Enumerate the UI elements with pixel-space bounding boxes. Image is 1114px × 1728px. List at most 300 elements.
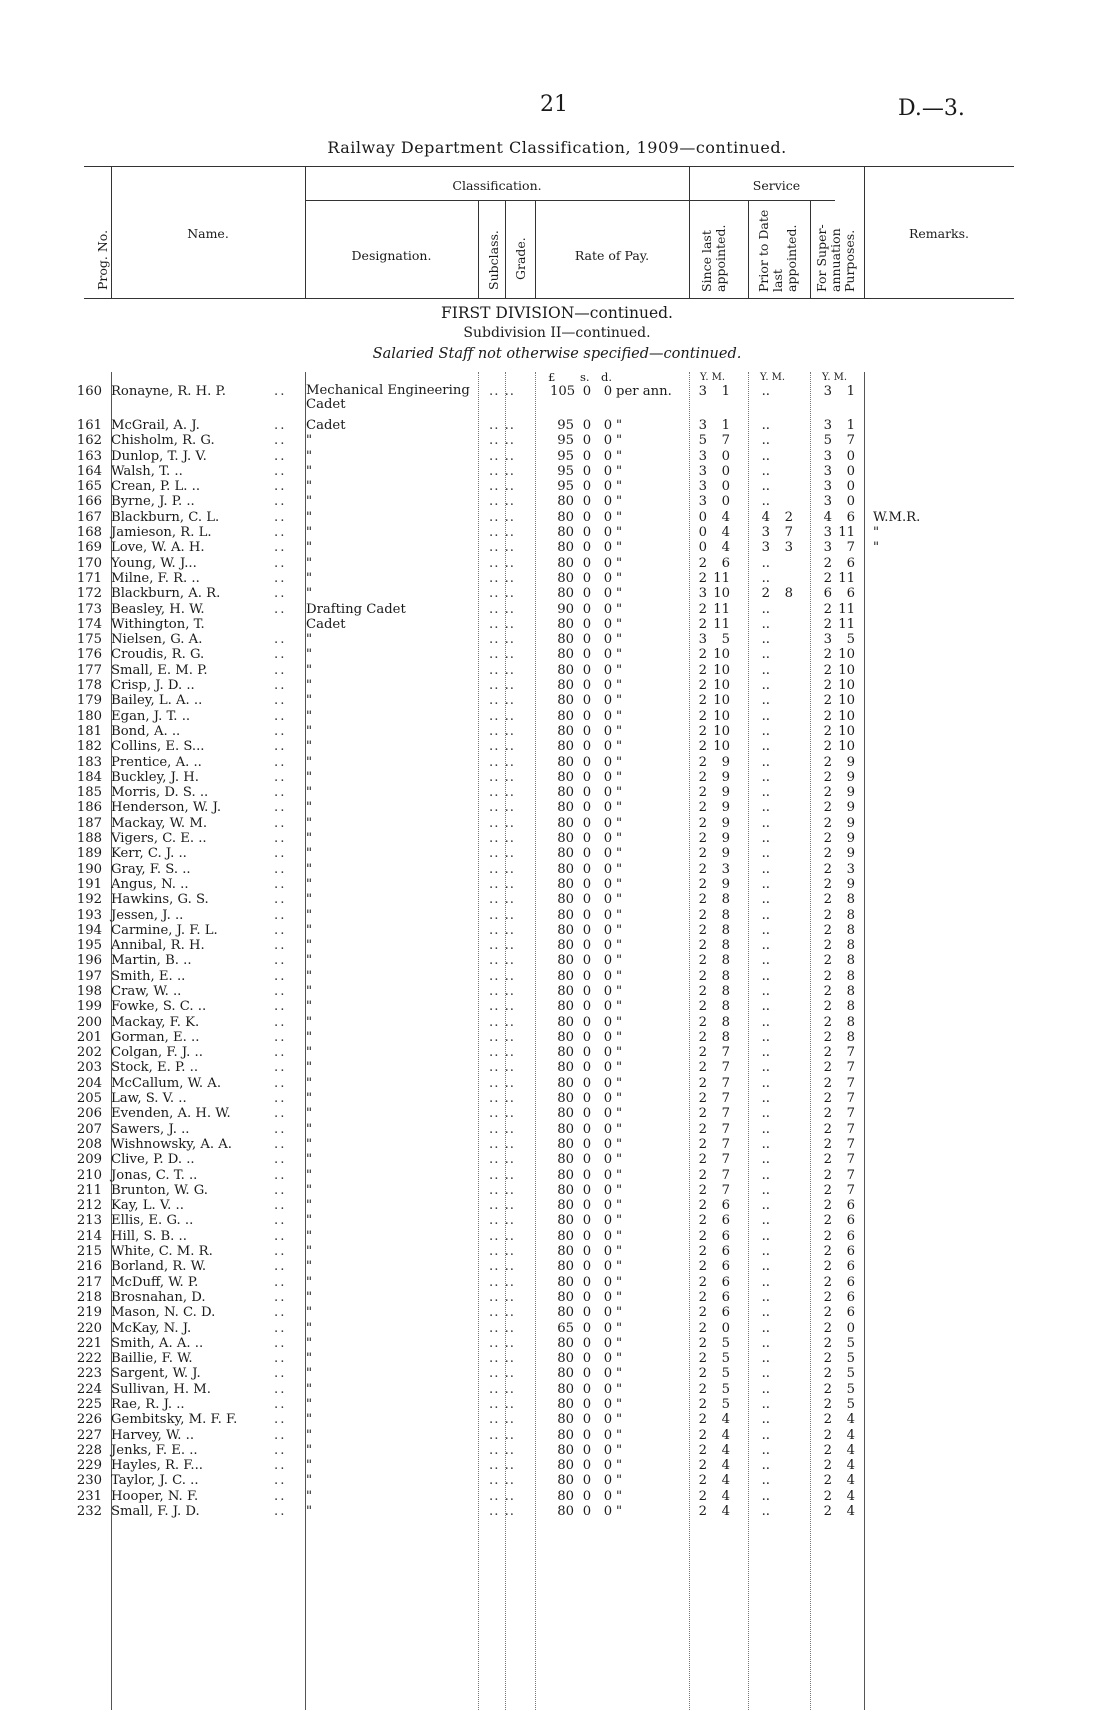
- super-years-cell: 2: [823, 723, 832, 739]
- leader-dots: ..: [274, 418, 287, 433]
- pay-unit-cell: ": [616, 1412, 623, 1428]
- super-years-cell: 2: [823, 1213, 832, 1229]
- leader-dots: .. ..: [489, 922, 515, 938]
- table-row: [0, 1382, 1114, 1397]
- leader-dots: .. ..: [489, 876, 515, 892]
- prior-years-cell: ..: [761, 846, 770, 862]
- since-months-cell: 4: [721, 1458, 730, 1474]
- pay-unit-cell: ": [616, 448, 623, 464]
- table-row: [0, 831, 1114, 846]
- pay-unit-cell: ": [616, 892, 623, 908]
- designation-cell: ": [306, 463, 313, 479]
- pay-pounds-cell: 80: [557, 831, 574, 847]
- pay-unit-cell: per ann.: [616, 384, 672, 399]
- super-years-cell: 2: [823, 1488, 832, 1504]
- designation-cell: ": [306, 1335, 313, 1351]
- pay-pounds-cell: 80: [557, 1473, 574, 1489]
- super-months-cell: 8: [846, 892, 855, 908]
- pay-pounds-cell: 80: [557, 570, 574, 586]
- super-months-cell: 5: [846, 1381, 855, 1397]
- leader-dots: ..: [274, 1198, 287, 1214]
- prog-no-cell: 178: [76, 678, 102, 694]
- prog-no-cell: 209: [76, 1152, 102, 1168]
- pay-pounds-cell: 95: [557, 479, 574, 495]
- name-cell: McGrail, A. J.: [111, 418, 200, 433]
- pay-shillings-cell: 0: [582, 1427, 592, 1443]
- leader-dots: .. ..: [489, 1488, 515, 1504]
- pay-shillings-cell: 0: [582, 1091, 592, 1107]
- pay-pence-cell: 0: [603, 384, 613, 399]
- super-years-cell: 3: [823, 479, 832, 495]
- pay-pounds-cell: 80: [557, 1121, 574, 1137]
- super-years-cell: 2: [823, 1381, 832, 1397]
- since-months-cell: 8: [721, 907, 730, 923]
- name-cell: Wishnowsky, A. A.: [111, 1136, 232, 1152]
- pay-pence-cell: 0: [603, 555, 613, 571]
- designation-cell: ": [306, 1427, 313, 1443]
- super-years-cell: 2: [823, 708, 832, 724]
- table-row: [0, 1122, 1114, 1137]
- leader-dots: ..: [274, 876, 287, 892]
- super-years-cell: 2: [823, 1504, 832, 1520]
- name-cell: Small, F. J. D.: [111, 1504, 200, 1520]
- since-years-cell: 2: [698, 968, 707, 984]
- super-months-cell: 10: [838, 678, 855, 694]
- prior-years-cell: ..: [761, 800, 770, 816]
- designation-cell: ": [306, 1259, 313, 1275]
- pay-pounds-cell: 80: [557, 1366, 574, 1382]
- super-months-cell: 8: [846, 938, 855, 954]
- name-cell: Love, W. A. H.: [111, 540, 205, 556]
- prog-no-cell: 200: [76, 1014, 102, 1030]
- since-months-cell: 9: [721, 754, 730, 770]
- pay-unit-cell: ": [616, 1182, 623, 1198]
- super-years-cell: 2: [823, 1198, 832, 1214]
- pay-unit-cell: ": [616, 1121, 623, 1137]
- super-years-cell: 2: [823, 1228, 832, 1244]
- super-years-cell: 2: [823, 1259, 832, 1275]
- pay-shillings-cell: 0: [582, 509, 592, 525]
- designation-cell: ": [306, 1504, 313, 1520]
- pay-unit-cell: ": [616, 601, 623, 617]
- leader-dots: .. ..: [489, 1136, 515, 1152]
- pay-pounds-cell: 80: [557, 1182, 574, 1198]
- super-years-cell: 2: [823, 1167, 832, 1183]
- super-months-cell: 7: [846, 1060, 855, 1076]
- designation-cell: ": [306, 1397, 313, 1412]
- super-years-cell: 2: [823, 983, 832, 999]
- since-months-cell: 5: [721, 632, 730, 648]
- super-months-cell: 8: [846, 999, 855, 1015]
- prog-no-cell: 192: [76, 892, 102, 908]
- super-months-cell: 10: [838, 693, 855, 709]
- pay-pence-cell: 0: [603, 1075, 613, 1091]
- since-months-cell: 9: [721, 876, 730, 892]
- prior-years-cell: ..: [761, 647, 770, 663]
- pay-pounds-cell: 80: [557, 1259, 574, 1275]
- pay-pence-cell: 0: [603, 754, 613, 770]
- prog-no-cell: 219: [76, 1305, 102, 1321]
- prog-no-cell: 201: [76, 1029, 102, 1045]
- pay-pounds-cell: 80: [557, 907, 574, 923]
- super-months-cell: 0: [846, 479, 855, 495]
- designation-cell: ": [306, 999, 313, 1015]
- leader-dots: .. ..: [489, 831, 515, 847]
- pay-pence-cell: 0: [603, 1152, 613, 1168]
- designation-cell: ": [306, 570, 313, 586]
- prior-years-cell: ..: [761, 1412, 770, 1428]
- pay-shillings-cell: 0: [582, 1121, 592, 1137]
- super-months-cell: 11: [838, 570, 855, 586]
- pay-pounds-cell: 80: [557, 525, 574, 541]
- designation-cell: Drafting Cadet: [306, 601, 406, 617]
- name-cell: Borland, R. W.: [111, 1259, 207, 1275]
- designation-cell: ": [306, 983, 313, 999]
- prog-no-cell: 229: [76, 1458, 102, 1474]
- leader-dots: .. ..: [489, 632, 515, 648]
- leader-dots: ..: [274, 754, 287, 770]
- designation-cell: ": [306, 555, 313, 571]
- pay-shillings-cell: 0: [582, 616, 592, 632]
- prog-no-cell: 196: [76, 953, 102, 969]
- super-years-cell: 2: [823, 1305, 832, 1321]
- since-years-cell: 2: [698, 831, 707, 847]
- super-years-cell: 2: [823, 1412, 832, 1428]
- designation-cell: ": [306, 800, 313, 816]
- pay-pounds-cell: 80: [557, 1152, 574, 1168]
- prior-years-cell: ..: [761, 1045, 770, 1061]
- leader-dots: .. ..: [489, 1198, 515, 1214]
- pay-unit-cell: ": [616, 1335, 623, 1351]
- super-months-cell: 7: [846, 540, 855, 556]
- since-months-cell: 0: [721, 494, 730, 510]
- since-years-cell: 2: [698, 1366, 707, 1382]
- designation-cell: ": [306, 815, 313, 831]
- prog-no-cell: 176: [76, 647, 102, 663]
- since-years-cell: 2: [698, 846, 707, 862]
- table-row: [0, 999, 1114, 1014]
- prog-no-cell: 228: [76, 1442, 102, 1458]
- since-months-cell: 4: [721, 1473, 730, 1489]
- since-months-cell: 6: [721, 555, 730, 571]
- pay-shillings-cell: 0: [582, 1213, 592, 1229]
- leader-dots: ..: [274, 999, 287, 1015]
- table-row: [0, 571, 1114, 586]
- pay-shillings-cell: 0: [582, 662, 592, 678]
- super-years-cell: 2: [823, 1045, 832, 1061]
- table-row: [0, 1213, 1114, 1228]
- designation-cell: ": [306, 479, 313, 495]
- leader-dots: .. ..: [489, 448, 515, 464]
- prog-no-cell: 211: [76, 1182, 102, 1198]
- pay-unit-cell: ": [616, 1152, 623, 1168]
- since-years-cell: 2: [698, 662, 707, 678]
- super-months-cell: 10: [838, 662, 855, 678]
- pay-unit-cell: ": [616, 922, 623, 938]
- division-heading: FIRST DIVISION—continued.: [441, 304, 673, 322]
- since-years-cell: 3: [698, 479, 707, 495]
- super-months-cell: 6: [846, 1289, 855, 1305]
- name-cell: Jonas, C. T. ..: [111, 1167, 198, 1183]
- remarks-cell: W.M.R.: [873, 509, 921, 525]
- leader-dots: ..: [274, 1320, 287, 1336]
- name-cell: Bailey, L. A. ..: [111, 693, 203, 709]
- pay-pounds-cell: 80: [557, 1167, 574, 1183]
- designation-cell: ": [306, 1213, 313, 1229]
- col-rule: [478, 200, 479, 298]
- prog-no-cell: 171: [76, 570, 102, 586]
- since-months-cell: 10: [713, 739, 730, 755]
- pay-unit-cell: ": [616, 999, 623, 1015]
- super-months-cell: 0: [846, 448, 855, 464]
- unit-ym-prior: Y. M.: [760, 372, 786, 383]
- since-years-cell: 2: [698, 922, 707, 938]
- pay-unit-cell: ": [616, 1458, 623, 1474]
- leader-dots: .. ..: [489, 616, 515, 632]
- super-months-cell: 6: [846, 1213, 855, 1229]
- pay-pounds-cell: 80: [557, 938, 574, 954]
- prior-years-cell: ..: [761, 769, 770, 785]
- prior-years-cell: ..: [761, 662, 770, 678]
- prior-years-cell: ..: [761, 555, 770, 571]
- pay-unit-cell: ": [616, 1106, 623, 1122]
- classification-sub-rule: [305, 200, 835, 201]
- pay-pounds-cell: 80: [557, 540, 574, 556]
- prog-no-cell: 161: [76, 418, 102, 433]
- leader-dots: .. ..: [489, 1351, 515, 1367]
- leader-dots: ..: [274, 555, 287, 571]
- leader-dots: .. ..: [489, 1473, 515, 1489]
- prog-no-cell: 230: [76, 1473, 102, 1489]
- since-months-cell: 7: [721, 1045, 730, 1061]
- since-months-cell: 10: [713, 647, 730, 663]
- since-months-cell: 5: [721, 1381, 730, 1397]
- name-cell: Gray, F. S. ..: [111, 861, 191, 877]
- table-row: [0, 1412, 1114, 1427]
- pay-shillings-cell: 0: [582, 1458, 592, 1474]
- since-years-cell: 2: [698, 1045, 707, 1061]
- since-years-cell: 2: [698, 1320, 707, 1336]
- designation-cell: ": [306, 1244, 313, 1260]
- leader-dots: .. ..: [489, 1045, 515, 1061]
- since-months-cell: 4: [721, 1412, 730, 1428]
- pay-pounds-cell: 80: [557, 739, 574, 755]
- pay-pence-cell: 0: [603, 1335, 613, 1351]
- prior-years-cell: 4: [761, 509, 770, 525]
- super-years-cell: 2: [823, 1182, 832, 1198]
- pay-pounds-cell: 80: [557, 647, 574, 663]
- prior-years-cell: ..: [761, 1244, 770, 1260]
- prior-years-cell: ..: [761, 1320, 770, 1336]
- col-rule: [505, 200, 506, 298]
- pay-pounds-cell: 95: [557, 448, 574, 464]
- pay-pence-cell: 0: [603, 1504, 613, 1520]
- table-row: [0, 1275, 1114, 1290]
- table-row: [0, 647, 1114, 662]
- name-cell: Prentice, A. ..: [111, 754, 202, 770]
- since-years-cell: 2: [698, 983, 707, 999]
- super-months-cell: 9: [846, 785, 855, 801]
- table-row: [0, 1152, 1114, 1167]
- table-row: [0, 739, 1114, 754]
- pay-shillings-cell: 0: [582, 1152, 592, 1168]
- pay-shillings-cell: 0: [582, 448, 592, 464]
- name-cell: McDuff, W. P.: [111, 1274, 199, 1290]
- since-months-cell: 7: [721, 1091, 730, 1107]
- since-years-cell: 2: [698, 1121, 707, 1137]
- leader-dots: ..: [274, 785, 287, 801]
- prior-years-cell: ..: [761, 1198, 770, 1214]
- leader-dots: .. ..: [489, 647, 515, 663]
- pay-unit-cell: ": [616, 1381, 623, 1397]
- pay-pounds-cell: 80: [557, 1412, 574, 1428]
- table-row: [0, 693, 1114, 708]
- prog-no-cell: 216: [76, 1259, 102, 1275]
- leader-dots: .. ..: [489, 1091, 515, 1107]
- leader-dots: ..: [274, 1335, 287, 1351]
- designation-cell: ": [306, 846, 313, 862]
- prior-years-cell: ..: [761, 739, 770, 755]
- name-cell: Blackburn, C. L.: [111, 509, 220, 525]
- super-months-cell: 7: [846, 1075, 855, 1091]
- leader-dots: .. ..: [489, 1182, 515, 1198]
- since-years-cell: 2: [698, 601, 707, 617]
- table-row: [0, 418, 1114, 433]
- leader-dots: ..: [274, 1427, 287, 1443]
- leader-dots: ..: [274, 892, 287, 908]
- prog-no-cell: 167: [76, 509, 102, 525]
- super-years-cell: 2: [823, 1106, 832, 1122]
- unit-shillings: s.: [580, 370, 590, 384]
- pay-pence-cell: 0: [603, 1014, 613, 1030]
- pay-pence-cell: 0: [603, 1305, 613, 1321]
- prior-years-cell: ..: [761, 861, 770, 877]
- since-months-cell: 5: [721, 1366, 730, 1382]
- pay-unit-cell: ": [616, 678, 623, 694]
- prog-no-cell: 173: [76, 601, 102, 617]
- pay-shillings-cell: 0: [582, 693, 592, 709]
- prior-years-cell: ..: [761, 1075, 770, 1091]
- prog-no-cell: 162: [76, 433, 102, 449]
- name-cell: Small, E. M. P.: [111, 662, 208, 678]
- pay-pence-cell: 0: [603, 570, 613, 586]
- designation-cell: ": [306, 632, 313, 648]
- leader-dots: ..: [274, 678, 287, 694]
- pay-pounds-cell: 80: [557, 708, 574, 724]
- since-months-cell: 7: [721, 1182, 730, 1198]
- since-years-cell: 2: [698, 1136, 707, 1152]
- leader-dots: .. ..: [489, 861, 515, 877]
- leader-dots: ..: [274, 601, 287, 617]
- pay-unit-cell: ": [616, 463, 623, 479]
- pay-shillings-cell: 0: [582, 907, 592, 923]
- leader-dots: .. ..: [489, 938, 515, 954]
- pay-pounds-cell: 80: [557, 1213, 574, 1229]
- super-months-cell: 11: [838, 601, 855, 617]
- pay-pounds-cell: 105: [550, 384, 576, 399]
- leader-dots: ..: [274, 1045, 287, 1061]
- name-cell: Hayles, R. F...: [111, 1458, 203, 1474]
- prior-years-cell: ..: [761, 1106, 770, 1122]
- prog-no-cell: 232: [76, 1504, 102, 1520]
- prog-no-cell: 187: [76, 815, 102, 831]
- name-cell: Colgan, F. J. ..: [111, 1045, 203, 1061]
- super-months-cell: 6: [846, 586, 855, 602]
- name-cell: Vigers, C. E. ..: [111, 831, 207, 847]
- leader-dots: .. ..: [489, 540, 515, 556]
- prior-years-cell: ..: [761, 1228, 770, 1244]
- prog-no-cell: 224: [76, 1381, 102, 1397]
- pay-unit-cell: ": [616, 800, 623, 816]
- prior-years-cell: ..: [761, 999, 770, 1015]
- prog-no-cell: 203: [76, 1060, 102, 1076]
- name-cell: Mason, N. C. D.: [111, 1305, 216, 1321]
- pay-unit-cell: ": [616, 938, 623, 954]
- designation-cell: ": [306, 1442, 313, 1458]
- table-row: [0, 1198, 1114, 1213]
- leader-dots: ..: [274, 494, 287, 510]
- header-subclass: Subclass.: [486, 230, 501, 290]
- leader-dots: ..: [274, 1504, 287, 1520]
- name-cell: Jessen, J. ..: [111, 907, 184, 923]
- since-months-cell: 5: [721, 1351, 730, 1367]
- leader-dots: ..: [274, 448, 287, 464]
- designation-cell: ": [306, 907, 313, 923]
- prior-years-cell: ..: [761, 1381, 770, 1397]
- table-row: [0, 1030, 1114, 1045]
- super-years-cell: 2: [823, 968, 832, 984]
- pay-shillings-cell: 0: [582, 433, 592, 449]
- prior-years-cell: ..: [761, 1152, 770, 1168]
- prior-years-cell: ..: [761, 1305, 770, 1321]
- pay-unit-cell: ": [616, 1366, 623, 1382]
- since-years-cell: 2: [698, 861, 707, 877]
- group-heading: Salaried Staff not otherwise specified—continued.: [372, 346, 742, 362]
- super-months-cell: 7: [846, 1167, 855, 1183]
- table-row: [0, 709, 1114, 724]
- prog-no-cell: 175: [76, 632, 102, 648]
- table-row: [0, 494, 1114, 509]
- since-months-cell: 7: [721, 1075, 730, 1091]
- table-row: [0, 770, 1114, 785]
- super-years-cell: 2: [823, 1274, 832, 1290]
- pay-shillings-cell: 0: [582, 1351, 592, 1367]
- since-years-cell: 2: [698, 1075, 707, 1091]
- prog-no-cell: 174: [76, 616, 102, 632]
- pay-unit-cell: ": [616, 1259, 623, 1275]
- table-row: [0, 1290, 1114, 1305]
- super-years-cell: 2: [823, 861, 832, 877]
- header-grade: Grade.: [513, 237, 528, 280]
- name-cell: Gembitsky, M. F. F.: [111, 1412, 238, 1428]
- super-years-cell: 2: [823, 922, 832, 938]
- pay-pence-cell: 0: [603, 647, 613, 663]
- leader-dots: ..: [274, 384, 287, 399]
- since-months-cell: 4: [721, 1504, 730, 1520]
- leader-dots: .. ..: [489, 463, 515, 479]
- pay-unit-cell: ": [616, 1427, 623, 1443]
- pay-shillings-cell: 0: [582, 739, 592, 755]
- prog-no-cell: 217: [76, 1274, 102, 1290]
- since-years-cell: 2: [698, 1473, 707, 1489]
- prior-months-cell: 8: [784, 586, 793, 602]
- prog-no-cell: 212: [76, 1198, 102, 1214]
- table-row: [0, 1183, 1114, 1198]
- super-months-cell: 6: [846, 555, 855, 571]
- header-rate-of-pay: Rate of Pay.: [574, 248, 650, 263]
- table-row: [0, 724, 1114, 739]
- header-classification: Classification.: [452, 178, 542, 193]
